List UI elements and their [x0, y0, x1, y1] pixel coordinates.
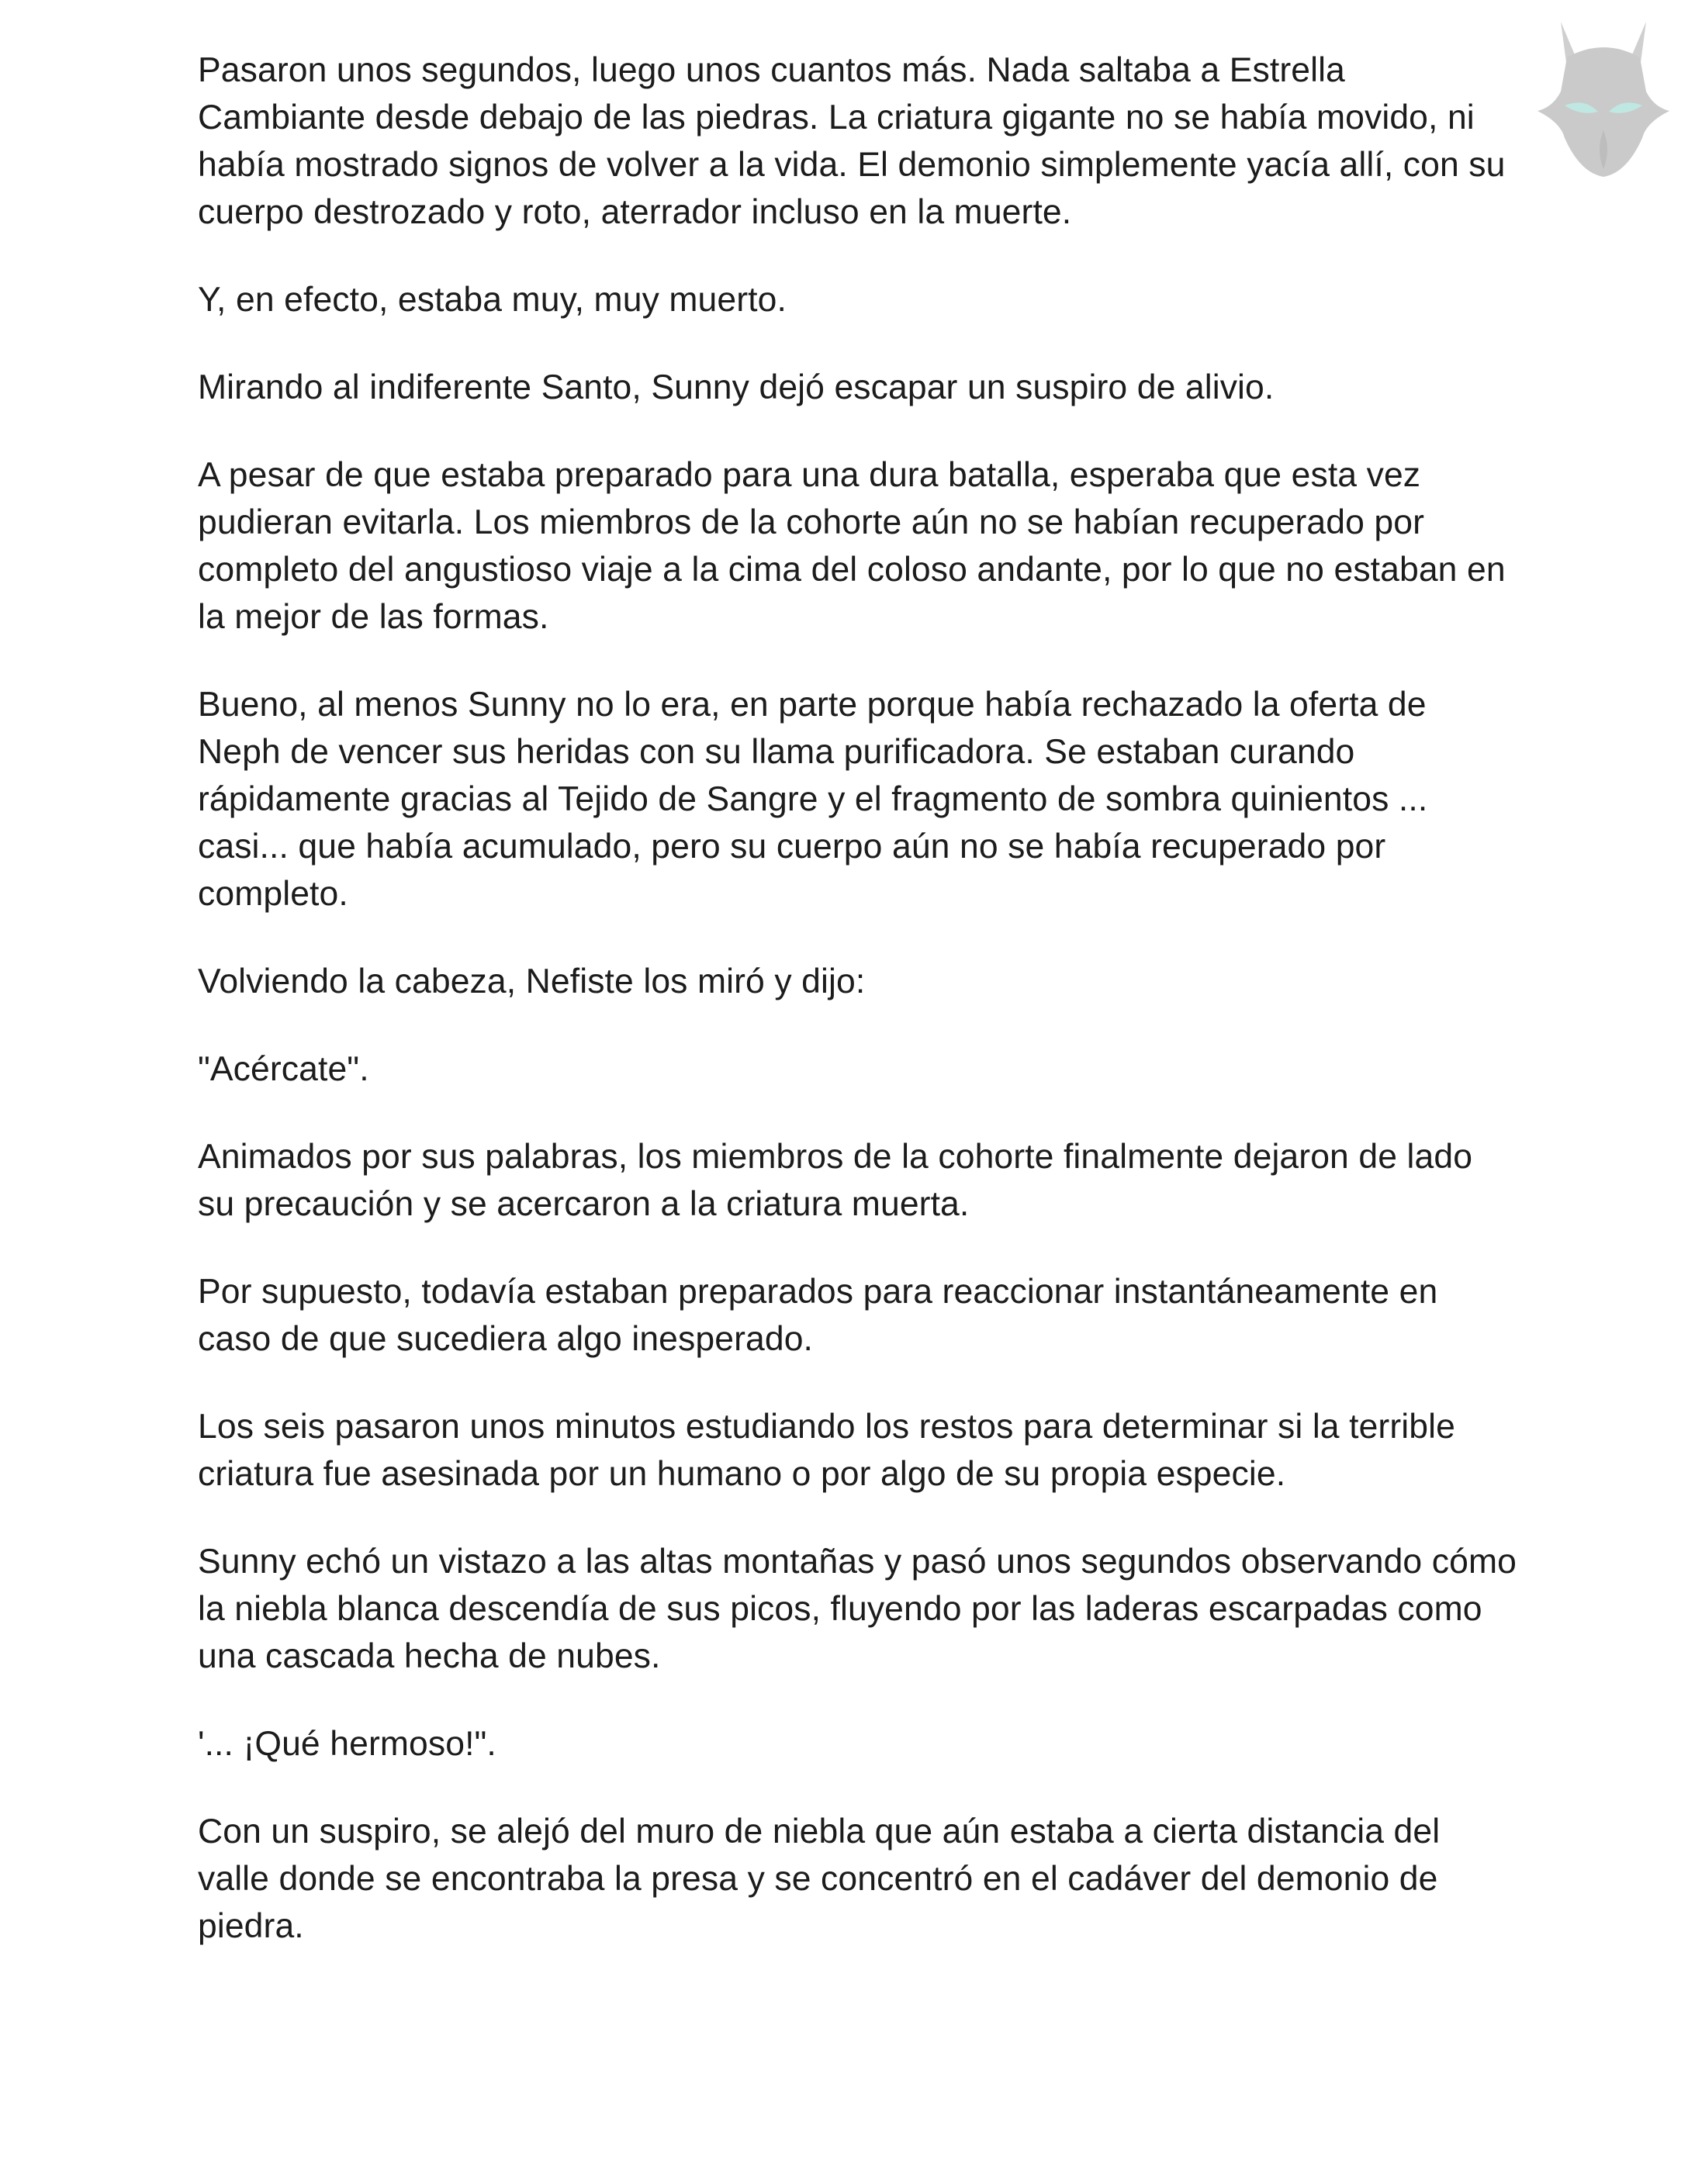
demon-head-logo-icon — [1530, 14, 1677, 185]
chapter-text — [198, 47, 1517, 1990]
paragraph: Volviendo la cabeza, Nefiste los miró y dijo: — [198, 962, 866, 1000]
paragraph: Con un suspiro, se alejó del muro de niebla que aún estaba a cierta distancia del valle donde se encontraba la presa y se concentró en el cadáver del demonio de piedra. — [198, 1813, 1441, 1945]
paragraph: Mirando al indiferente Santo, Sunny dejó escapar un suspiro de alivio. — [198, 368, 1275, 406]
paragraph: Pasaron unos segundos, luego unos cuantos más. Nada saltaba a Estrella Cambiante desde debajo de las piedras. La criatura gigante no se había movido, ni había mostrado signos de volver a la vida. El demonio simplemente yacía allí, con su cuerpo destrozado y roto, aterrador incluso en la muerte. — [198, 51, 1506, 231]
paragraph: Los seis pasaron unos minutos estudiando los restos para determinar si la terrible criatura fue asesinada por un humano o por algo de su propia especie. — [198, 1408, 1455, 1493]
paragraph: Y, en efecto, estaba muy, muy muerto. — [198, 281, 787, 319]
paragraph: Animados por sus palabras, los miembros de la cohorte finalmente dejaron de lado su precaución y se acercaron a la criatura muerta. — [198, 1138, 1473, 1223]
paragraph: Por supuesto, todavía estaban preparados para reaccionar instantáneamente en caso de que sucediera algo inesperado. — [198, 1273, 1438, 1358]
paragraph: Sunny echó un vistazo a las altas montañas y pasó unos segundos observando cómo la niebla blanca descendía de sus picos, fluyendo por las laderas escarpadas como una cascada hecha de nubes. — [198, 1543, 1517, 1675]
paragraph: Bueno, al menos Sunny no lo era, en parte porque había rechazado la oferta de Neph de vencer sus heridas con su llama purificadora. Se estaban curando rápidamente gracias al Tejido de Sangre y el fragmento de sombra quinientos ... casi... que había acumulado, pero su cuerpo aún no se había recuperado por completo. — [198, 686, 1428, 913]
paragraph: A pesar de que estaba preparado para una dura batalla, esperaba que esta vez pudieran evitarla. Los miembros de la cohorte aún no se habían recuperado por completo del angustioso viaje a la cima del coloso andante, por lo que no estaban en la mejor de las formas. — [198, 456, 1506, 636]
paragraph: "Acércate". — [198, 1050, 369, 1088]
paragraph: '... ¡Qué hermoso!". — [198, 1725, 496, 1763]
